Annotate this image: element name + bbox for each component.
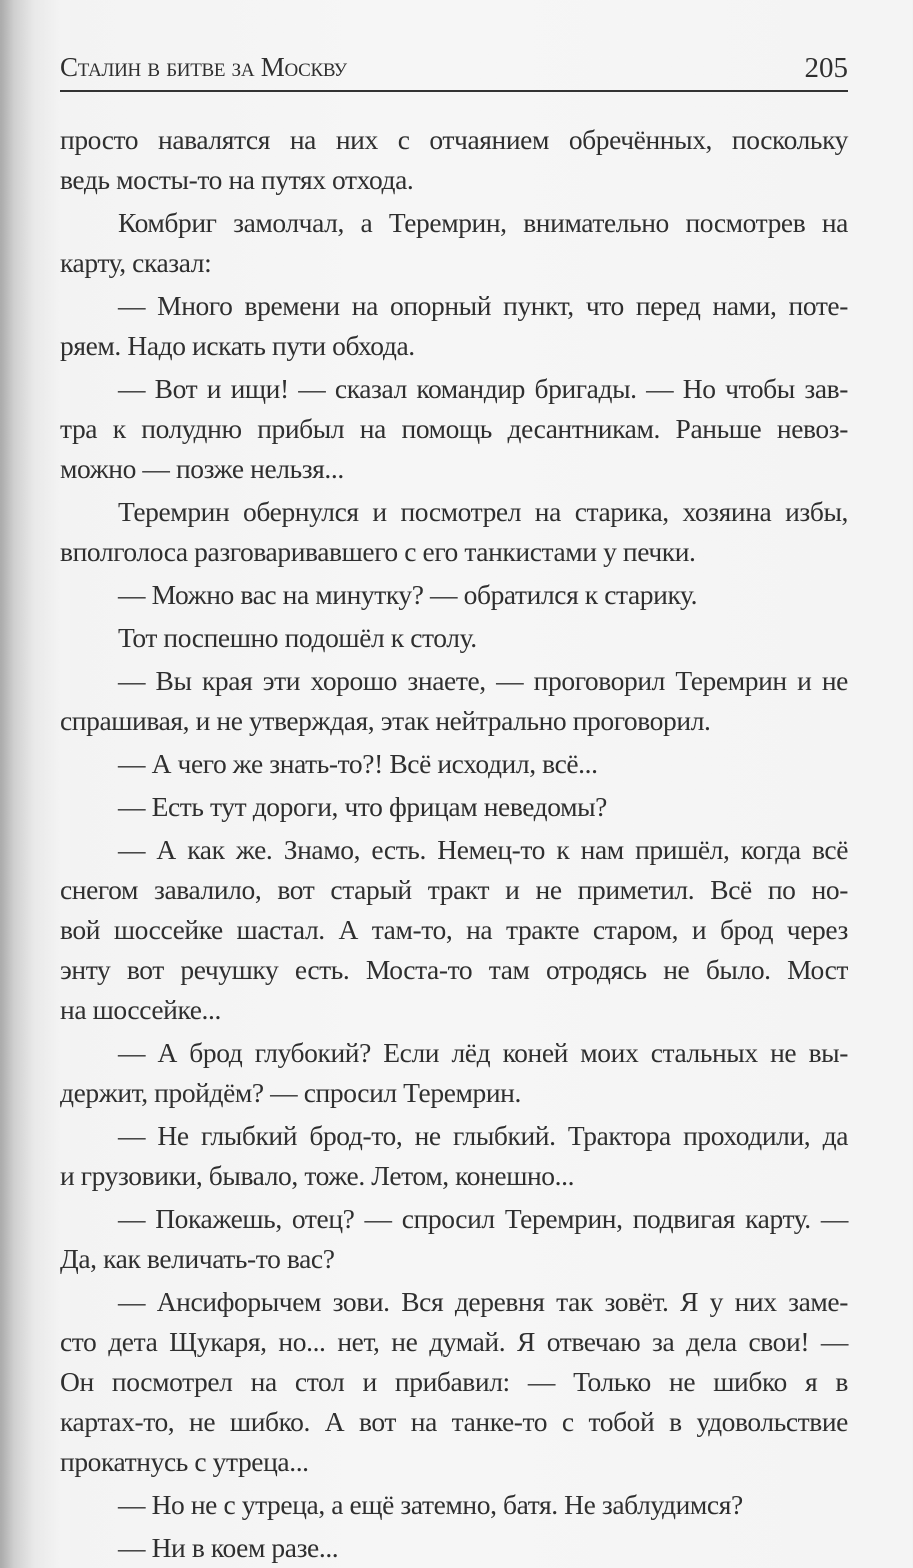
- text-line: вой шоссейке шастал. А там-то, на тракте старом, и брод через: [60, 914, 848, 945]
- text-line: — Вот и ищи! — сказал командир бригады. — Но чтобы зав-: [118, 373, 848, 404]
- paragraph: [60, 203, 848, 283]
- text-line: Теремрин обернулся и посмотрел на старика, хозяина избы,: [118, 496, 848, 527]
- text-line: можно — позже нельзя...: [60, 453, 344, 484]
- text-line: тра к полудню прибыл на помощь десантникам. Раньше невоз-: [60, 413, 848, 444]
- text-line: Комбриг замолчал, а Теремрин, внимательно посмотрев на: [118, 207, 848, 238]
- text-line: сто дета Щукаря, но... нет, не думай. Я отвечаю за дела свои! —: [60, 1326, 848, 1357]
- text-line: снегом завалило, вот старый тракт и не приметил. Всё по но-: [60, 874, 848, 905]
- page-header: [60, 50, 848, 90]
- page-number: 205: [804, 52, 848, 84]
- running-title: Сталин в битве за Москву: [60, 52, 347, 82]
- text-line: — Есть тут дороги, что фрицам неведомы?: [118, 791, 607, 822]
- text-line: — А брод глубокий? Если лёд коней моих стальных не вы-: [118, 1037, 848, 1068]
- paragraph: [60, 787, 848, 827]
- text-line: — Ни в коем разе...: [118, 1532, 339, 1563]
- paragraph: [60, 618, 848, 658]
- text-line: — Не глыбкий брод-то, не глыбкий. Трактора проходили, да: [118, 1120, 848, 1151]
- paragraph: [60, 369, 848, 489]
- text-line: энту вот речушку есть. Моста-то там отродясь не было. Мост: [60, 954, 848, 985]
- text-line: ряем. Надо искать пути обхода.: [60, 330, 415, 361]
- paragraph: [60, 1485, 848, 1525]
- paragraph: [60, 575, 848, 615]
- text-line: — Покажешь, отец? — спросил Теремрин, подвигая карту. —: [118, 1203, 848, 1234]
- paragraph: [60, 286, 848, 366]
- text-line: карту, сказал:: [60, 247, 212, 278]
- text-line: — Можно вас на минутку? — обратился к старику.: [118, 579, 698, 610]
- paragraph: [60, 120, 848, 200]
- paragraph: [60, 1528, 848, 1568]
- text-line: Да, как величать-то вас?: [60, 1243, 335, 1274]
- paragraph: [60, 1116, 848, 1196]
- text-line: картах-то, не шибко. А вот на танке-то с тобой в удовольствие: [60, 1406, 848, 1437]
- text-line: Тот поспешно подошёл к столу.: [118, 622, 477, 653]
- text-line: — Ансифорычем зови. Вся деревня так зовёт. Я у них заме-: [118, 1286, 848, 1317]
- text-line: прокатнусь с утреца...: [60, 1446, 309, 1477]
- text-line: на шоссейке...: [60, 994, 221, 1025]
- paragraph: [60, 661, 848, 741]
- text-line: — Много времени на опорный пункт, что перед нами, поте-: [118, 290, 848, 321]
- paragraph: [60, 1199, 848, 1279]
- text-line: вполголоса разговаривавшего с его танкистами у печки.: [60, 536, 696, 567]
- paragraph: [60, 744, 848, 784]
- text-line: — А как же. Знамо, есть. Немец-то к нам пришёл, когда всё: [118, 834, 848, 865]
- text-line: — А чего же знать-то?! Всё исходил, всё...: [118, 748, 598, 779]
- body-text: [60, 120, 848, 1568]
- paragraph: [60, 492, 848, 572]
- text-line: и грузовики, бывало, тоже. Летом, конешно...: [60, 1160, 575, 1191]
- text-line: держит, пройдём? — спросил Теремрин.: [60, 1077, 521, 1108]
- text-line: спрашивая, и не утверждая, этак нейтрально проговорил.: [60, 705, 711, 736]
- text-line: просто навалятся на них с отчаянием обречённых, поскольку: [60, 124, 848, 155]
- text-line: — Но не с утреца, а ещё затемно, батя. Не заблудимся?: [118, 1489, 743, 1520]
- paragraph: [60, 830, 848, 1030]
- text-line: ведь мосты-то на путях отхода.: [60, 164, 414, 195]
- paragraph: [60, 1282, 848, 1482]
- paragraph: [60, 1033, 848, 1113]
- text-line: — Вы края эти хорошо знаете, — проговорил Теремрин и не: [118, 665, 848, 696]
- text-line: Он посмотрел на стол и прибавил: — Только не шибко я в: [60, 1366, 848, 1397]
- header-rule: [60, 90, 848, 92]
